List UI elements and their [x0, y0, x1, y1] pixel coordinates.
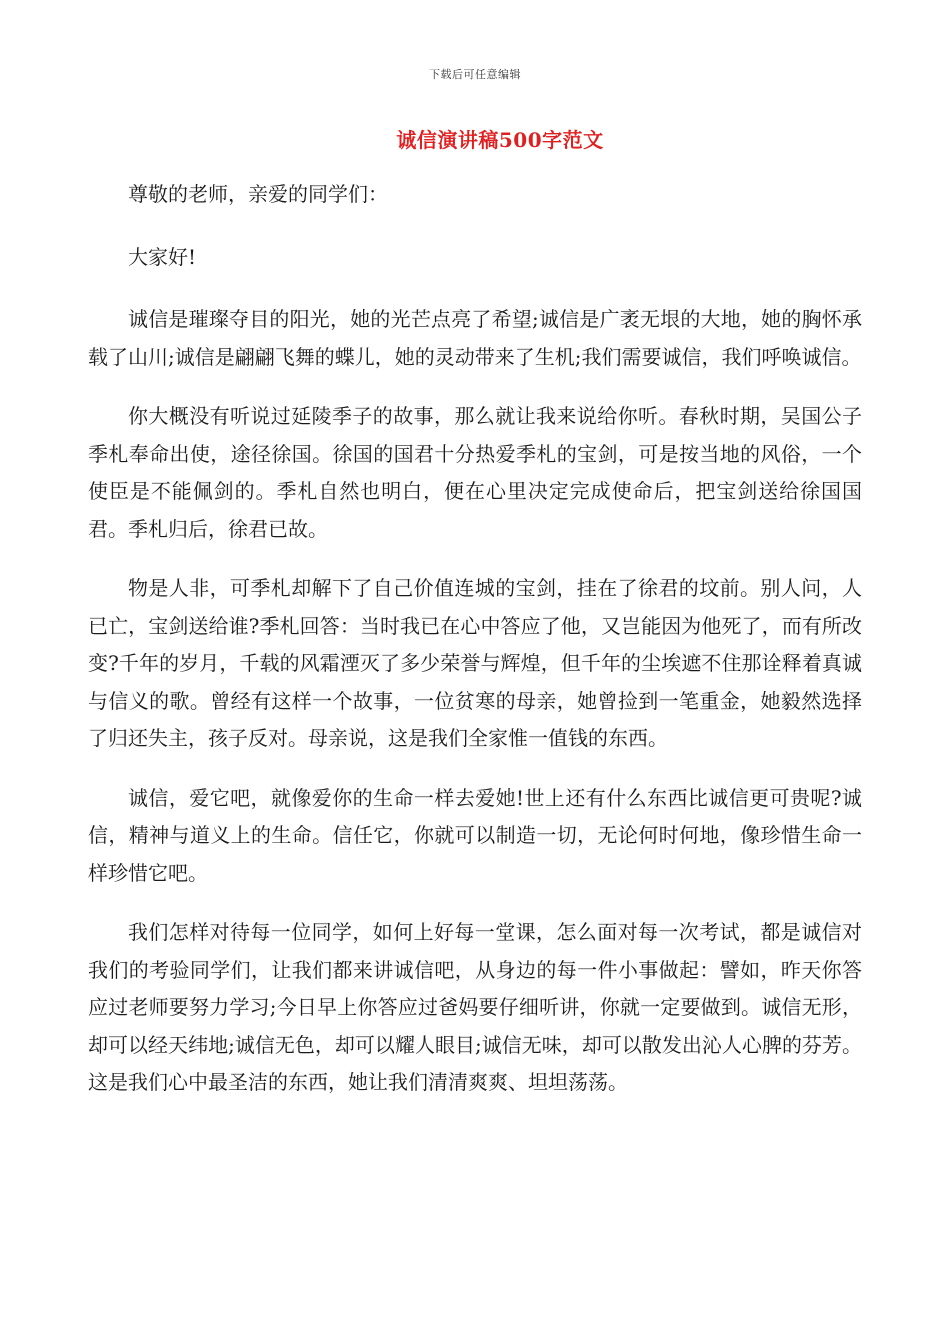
salutation: 大家好! — [128, 244, 197, 269]
document-body — [88, 176, 862, 1124]
greeting: 尊敬的老师，亲爱的同学们： — [128, 182, 388, 206]
paragraph-4: 诚信，爱它吧，就像爱你的生命一样去爱她!世上还有什么东西比诚信更可贵呢?诚信，精神与道义上的生命。信任它，你就可以制造一切，无论何时何地，像珍惜生命一样珍惜它吧。 — [88, 785, 862, 885]
header-note: 下载后可任意编辑 — [429, 68, 521, 81]
document-title: 诚信演讲稿500字范文 — [396, 128, 604, 152]
paragraph-3: 物是人非，可季札却解下了自己价值连城的宝剑，挂在了徐君的坟前。别人问，人已亡，宝剑送给谁?季札回答：当时我已在心中答应了他，又岂能因为他死了，而有所改变?千年的岁月，千载的风霜湮灭了多少荣誉与辉煌，但千年的尘埃遮不住那诠释着真诚与信义的歌。曾经有这样一个故事，一位贫寒的母亲，她曾捡到一笔重金，她毅然选择了归还失主，孩子反对。母亲说，这是我们全家惟一值钱的东西。 — [88, 576, 862, 750]
paragraph-2: 你大概没有听说过延陵季子的故事，那么就让我来说给你听。春秋时期，吴国公子季札奉命出使，途径徐国。徐国的国君十分热爱季札的宝剑，可是按当地的风俗，一个使臣是不能佩剑的。季札自然也明白，便在心里决定完成使命后，把宝剑送给徐国国君。季札归后，徐君已故。 — [88, 404, 862, 541]
paragraph-5: 我们怎样对待每一位同学，如何上好每一堂课，怎么面对每一次考试，都是诚信对我们的考验同学们，让我们都来讲诚信吧，从身边的每一件小事做起：譬如，昨天你答应过老师要努力学习;今日早上你答应过爸妈要仔细听讲，你就一定要做到。诚信无形，却可以经天纬地;诚信无色，却可以耀人眼目;诚信无味，却可以散发出沁人心脾的芬芳。这是我们心中最圣洁的东西，她让我们清清爽爽、坦坦荡荡。 — [88, 920, 862, 1094]
paragraph-1: 诚信是璀璨夺目的阳光，她的光芒点亮了希望;诚信是广袤无垠的大地，她的胸怀承载了山川;诚信是翩翩飞舞的蝶儿，她的灵动带来了生机;我们需要诚信，我们呼唤诚信。 — [88, 307, 862, 369]
